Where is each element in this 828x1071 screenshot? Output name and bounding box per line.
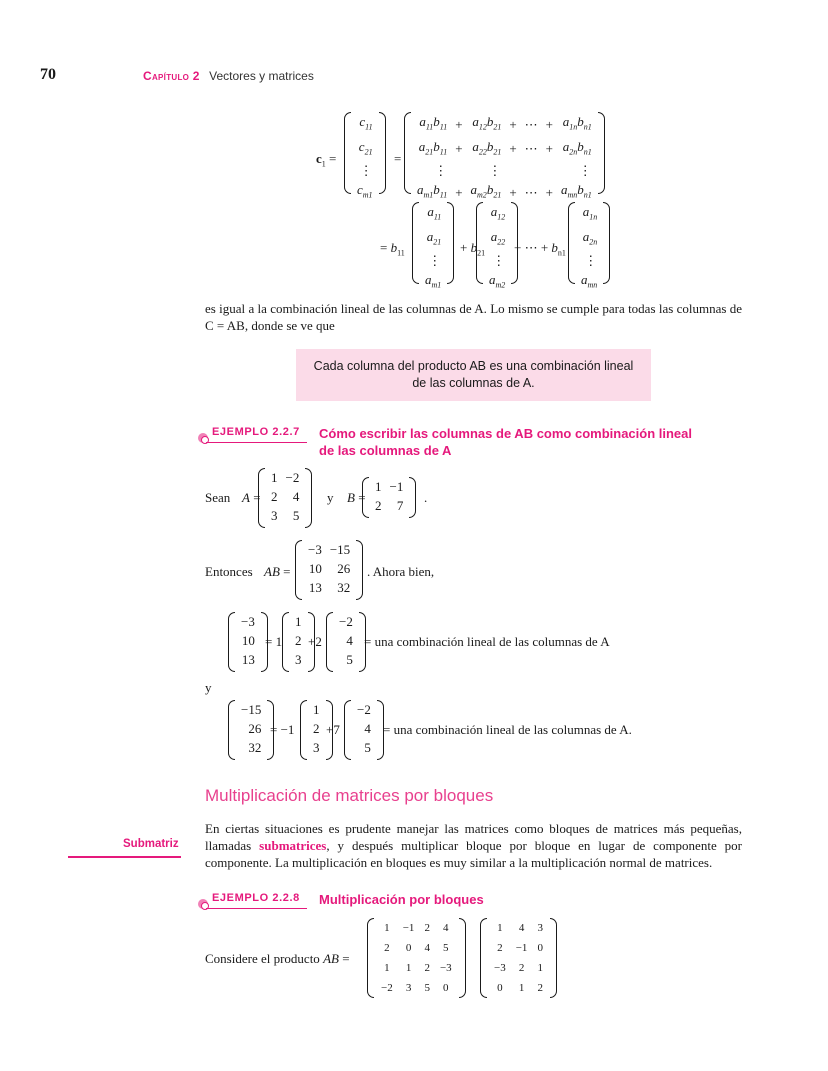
matrix-row — [489, 918, 548, 938]
submatrices-keyword: submatrices — [259, 838, 327, 853]
vector-cell: 2 — [313, 721, 320, 736]
block-paragraph — [205, 820, 742, 871]
matrix-cell: 3 — [405, 982, 412, 994]
block-right-matrix — [480, 918, 557, 998]
matrix-cell: 13 — [308, 580, 322, 595]
matrix-row — [489, 958, 548, 978]
vector-cell: 1 — [313, 702, 320, 717]
matrix-cell: −3 — [308, 542, 322, 557]
ahora-bien-text: . Ahora bien, — [367, 564, 435, 579]
block-paragraph-after: , y después multiplicar bloque por bloque en lugar de componente por componente. La multiplicación en bloques es muy similar a la multiplicación normal de matrices. — [205, 838, 742, 870]
matrix-cell: 32 — [337, 580, 351, 595]
matrix-cell: 1 — [271, 470, 278, 485]
sean-text: Sean — [205, 490, 231, 505]
chapter-title: Vectores y matrices — [209, 69, 314, 83]
matrix-cell: 2 — [384, 942, 390, 954]
block-paragraph-before: En ciertas situaciones es prudente manejar las matrices como bloques de matrices más pequeñas, llamadas — [205, 821, 742, 853]
matrix-cell: 0 — [443, 982, 449, 994]
combo1-vector2 — [326, 612, 366, 669]
matrix-cell: 5 — [424, 982, 430, 994]
matrix-cell: 2 — [424, 962, 430, 974]
intro-paragraph: es igual a la combinación lineal de las columnas de A. Lo mismo se cumple para todas las columnas de C = AB, donde se ve que — [205, 301, 742, 333]
example-228-underline — [206, 908, 307, 909]
matrix-row — [267, 468, 303, 487]
matrix-row — [371, 477, 407, 496]
matrix-cell: 2 — [375, 498, 382, 513]
matrix-cell: 1 — [375, 479, 382, 494]
matrix-cell: −15 — [329, 542, 351, 557]
column-expansion-equation: $c_1$ = $c_{11}$ $c_{21}$ ⋮ $c_{m1}$ = $a_{11}b_{11}$ + $a_{12}b_{21}$ + ⋯ + $a_{1n}b_{n1}$ $a_{21}b_{11}$ + $a_{22}b_{21}$ + ⋯ + $a_{2n}b_{n1}$ ⋮ ⋮ ⋮ $a_{m1}b_{11}$ + $a_{m2}b_{21}$ + ⋯ + $a_{mn}b_{n1}$ = $b_{11}$ $a_{11}$ $a_{21}$ ⋮ $a_{m1}$ + $b_{21}$ $a_{12}$ $a_{22}$ ⋮ $a_{m2}$ + ⋯ + $b_{n1}$ $a_{1n}$ $a_{2n}$ ⋮ $a_{mn}$ — [300, 112, 645, 290]
example-227-title-line-1: Cómo escribir las columnas de AB como combinación lineal — [319, 426, 693, 441]
matrix-cell: 4 — [518, 922, 525, 934]
matrix-cell: −3 — [494, 962, 506, 974]
matrix-A — [258, 468, 312, 525]
matrix-cell: −1 — [389, 479, 404, 494]
vector-cell: −15 — [241, 702, 262, 717]
matrix-cell: 4 — [424, 942, 430, 954]
matrix-cell: 7 — [396, 498, 404, 513]
matrix-row — [371, 496, 407, 515]
running-header — [143, 69, 314, 83]
matrix-row — [304, 540, 354, 559]
example-228-title: Multiplicación por bloques — [319, 892, 484, 907]
matrix-row — [376, 958, 457, 978]
matrix-cell: 5 — [292, 508, 300, 523]
example-227-underline — [206, 442, 307, 443]
matrix-cell: 0 — [497, 982, 503, 994]
vector-cell: 4 — [346, 633, 353, 648]
combo2-vector2 — [344, 700, 384, 757]
matrix-cell: −1 — [515, 942, 528, 954]
example-227-label: EJEMPLO 2.2.7 — [212, 426, 300, 438]
entonces-text: Entonces — [205, 564, 253, 579]
combo1-lhs-vector — [228, 612, 268, 669]
example-227-title — [319, 425, 692, 459]
matrix-B — [362, 477, 416, 515]
matrix-row — [267, 506, 303, 525]
combo1-coef2: +2 — [308, 634, 322, 649]
vector-cell: 5 — [346, 652, 353, 667]
highlight-line-1: Cada columna del producto AB es una combinación lineal — [313, 359, 634, 373]
matrix-AB — [295, 540, 363, 597]
highlight-text — [296, 358, 651, 392]
matrix-cell: 2 — [518, 962, 525, 974]
vector-cell: 32 — [248, 740, 262, 755]
matrix-row — [489, 978, 548, 998]
combo1-text: = una combinación lineal de las columnas de A — [364, 634, 610, 649]
section-title: Multiplicación de matrices por bloques — [205, 786, 494, 805]
matrix-cell: 1 — [518, 982, 525, 994]
symbol-A-equals: A = — [242, 490, 261, 505]
symbol-AB-equals: AB = — [264, 564, 291, 579]
matrix-row — [376, 938, 457, 958]
matrix-cell: −2 — [285, 470, 300, 485]
matrix-cell: 1 — [405, 962, 412, 974]
vector-cell: 10 — [241, 633, 255, 648]
matrix-cell: 3 — [537, 922, 543, 934]
combo2-lhs-vector — [228, 700, 274, 757]
matrix-cell: −3 — [439, 962, 452, 974]
matrix-cell: −1 — [402, 922, 415, 934]
matrix-row — [489, 938, 548, 958]
matrix-cell: 0 — [537, 942, 543, 954]
vector-cell: 1 — [295, 614, 302, 629]
matrix-cell: 5 — [443, 942, 449, 954]
period: . — [424, 490, 428, 505]
matrix-cell: 1 — [384, 962, 390, 974]
vector-cell: 3 — [313, 740, 320, 755]
matrix-cell: 10 — [308, 561, 322, 576]
vector-cell: 13 — [241, 652, 255, 667]
chapter-label: Capítulo 2 — [143, 69, 200, 83]
matrix-cell: −2 — [381, 982, 393, 994]
vector-cell: −2 — [357, 702, 371, 717]
example-227-title-line-2: de las columnas de A — [319, 443, 452, 458]
matrix-cell: 4 — [443, 922, 449, 934]
page-number: 70 — [40, 66, 56, 83]
considere-text: Considere el producto AB = — [205, 951, 350, 966]
matrix-cell: 26 — [337, 561, 351, 576]
vector-cell: 5 — [364, 740, 371, 755]
combo2-text: = una combinación lineal de las columnas de A. — [383, 722, 632, 737]
combo1-coef1: = 1 — [265, 634, 283, 649]
matrix-cell: 1 — [497, 922, 503, 934]
symbol-B-equals: B = — [347, 490, 366, 505]
matrix-cell: 1 — [537, 962, 543, 974]
vector-cell: 4 — [364, 721, 371, 736]
vector-cell: 2 — [295, 633, 302, 648]
example-228-label: EJEMPLO 2.2.8 — [212, 892, 300, 904]
block-left-matrix — [367, 918, 466, 998]
y-between: y — [205, 680, 212, 695]
matrix-cell: 2 — [497, 942, 503, 954]
combo2-coef2: +7 — [326, 722, 340, 737]
vector-cell: 26 — [248, 721, 262, 736]
matrix-cell: 4 — [292, 489, 300, 504]
margin-note-underline — [68, 856, 181, 858]
vector-cell: 3 — [295, 652, 302, 667]
considere-label: Considere el producto — [205, 951, 320, 966]
matrix-row — [304, 559, 354, 578]
matrix-row — [304, 578, 354, 597]
matrix-cell: 1 — [384, 922, 390, 934]
margin-note-submatriz: Submatriz — [123, 838, 179, 850]
highlight-line-2: de las columnas de A. — [412, 376, 535, 390]
matrix-row — [267, 487, 303, 506]
matrix-cell: 2 — [537, 982, 543, 994]
matrix-row — [376, 918, 457, 938]
matrix-row — [376, 978, 457, 998]
matrix-cell: 2 — [424, 922, 430, 934]
vector-cell: −2 — [339, 614, 353, 629]
matrix-cell: 3 — [271, 508, 278, 523]
vector-cell: −3 — [241, 614, 255, 629]
y-word: y — [327, 490, 334, 505]
matrix-cell: 2 — [271, 489, 278, 504]
matrix-cell: 0 — [405, 942, 412, 954]
combo2-coef1: = −1 — [270, 722, 295, 737]
